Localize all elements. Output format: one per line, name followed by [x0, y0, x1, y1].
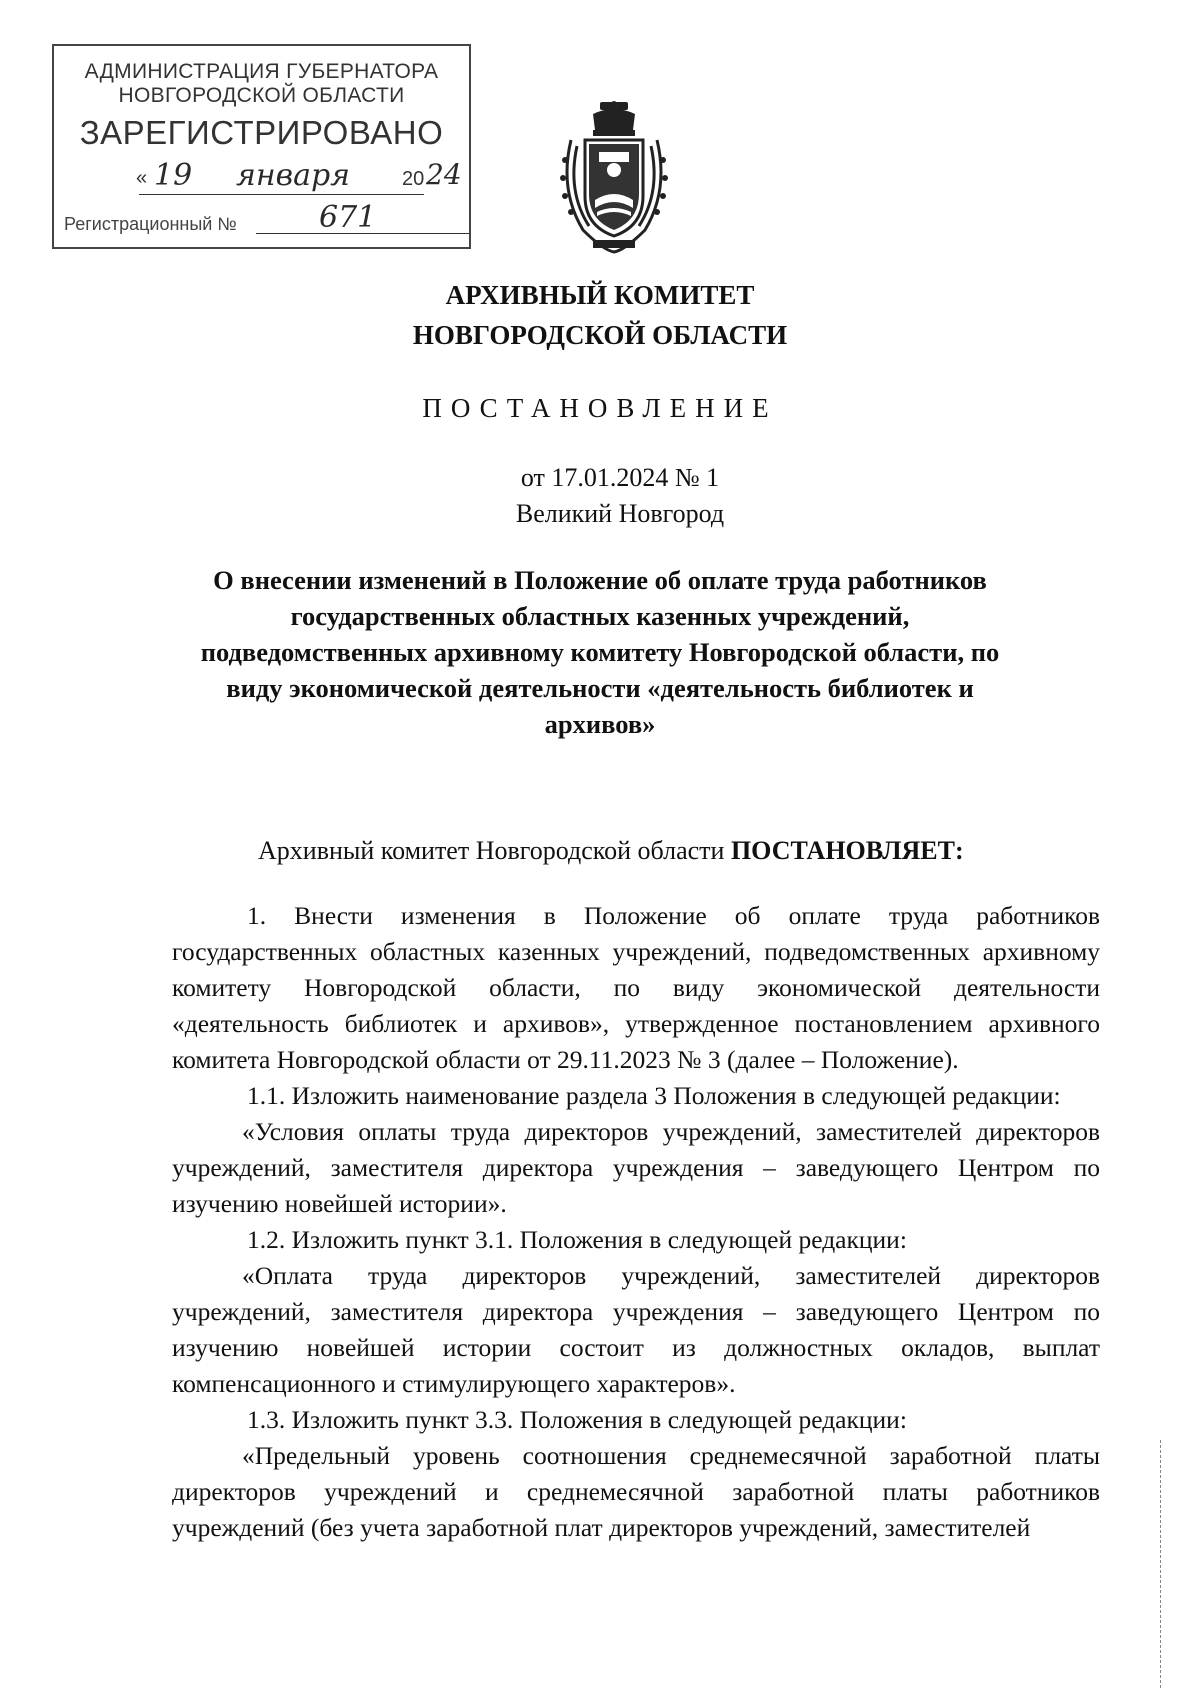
- quote-3: «Предельный уровень соотношения среднемесячной заработной платы директоров учреждений и среднемесячной заработной платы работников учреждений (без учета заработной плат директоров учреждений, заместителей: [172, 1441, 1100, 1542]
- document-type: ПОСТАНОВЛЕНИЕ: [422, 393, 778, 423]
- quote-1: «Условия оплаты труда директоров учреждений, заместителей директоров учреждений, заместителя директора учреждения – заведующего Центром по изучению новейшей истории».: [172, 1117, 1100, 1218]
- stamp-date-underline: [139, 194, 424, 195]
- paragraph-1-3: 1.3. Изложить пункт 3.3. Положения в следующей редакции:: [247, 1405, 907, 1434]
- stamp-authority-line1: АДМИНИСТРАЦИЯ ГУБЕРНАТОРА: [84, 60, 439, 83]
- stamp-reg-number: 671: [319, 200, 377, 235]
- subject-line: государственных областных казенных учреждений,: [290, 601, 910, 631]
- coat-of-arms-icon: [553, 100, 675, 260]
- document-subject: [0, 562, 1200, 742]
- stamp-year-prefix: 20: [402, 168, 425, 190]
- preamble-text: Архивный комитет Новгородской области: [258, 836, 731, 865]
- stamp-number-row: [64, 200, 469, 240]
- preamble-resolves: ПОСТАНОВЛЯЕТ:: [730, 836, 964, 865]
- document-date-number: от 17.01.2024 № 1: [520, 463, 720, 492]
- resolution-preamble: [258, 836, 964, 866]
- stamp-authority-line2: НОВГОРОДСКОЙ ОБЛАСТИ: [118, 84, 405, 107]
- stamp-date-day: 19: [154, 158, 193, 193]
- paragraph-1: 1. Внести изменения в Положение об оплате труда работников государственных областных казенных учреждений, подведомственных архивному комитету Новгородской области, по виду экономической деятельности «деятельность библиотек и архивов», утвержденное постановлением архивного комитета Новгородской области от 29.11.2023 № 3 (далее – Положение).: [172, 901, 1100, 1074]
- subject-line: подведомственных архивному комитету Новгородской области, по: [200, 637, 1000, 667]
- stamp-reg-number-label: Регистрационный №: [64, 214, 237, 234]
- organization-title-line1: АРХИВНЫЙ КОМИТЕТ: [445, 280, 755, 310]
- paragraph-1-2: 1.2. Изложить пункт 3.1. Положения в следующей редакции:: [247, 1225, 907, 1254]
- stamp-date-row: « 19 января 20 24: [136, 158, 462, 193]
- document-date-block: [0, 460, 1200, 532]
- subject-line: архивов»: [544, 709, 656, 739]
- document-body: [172, 898, 1100, 1546]
- quote-2: «Оплата труда директоров учреждений, заместителей директоров учреждений, заместителя директора учреждения – заведующего Центром по изучению новейшей истории состоит из должностных окладов, выплат компенсационного и стимулирующего характеров».: [172, 1261, 1100, 1398]
- organization-title-line2: НОВГОРОДСКОЙ ОБЛАСТИ: [412, 320, 788, 350]
- organization-title: [0, 275, 1200, 355]
- registration-stamp: [52, 44, 471, 249]
- stamp-registered-label: ЗАРЕГИСТРИРОВАНО: [79, 114, 444, 151]
- subject-line: О внесении изменений в Положение об оплате труда работников: [213, 565, 987, 595]
- stamp-year-suffix: 24: [426, 158, 462, 191]
- document-city: Великий Новгород: [515, 499, 725, 528]
- subject-line: виду экономической деятельности «деятельность библиотек и: [226, 673, 974, 703]
- paragraph-1-1: 1.1. Изложить наименование раздела 3 Положения в следующей редакции:: [247, 1081, 1061, 1110]
- scan-edge-mark: [1160, 1440, 1162, 1688]
- stamp-date-month: января: [236, 158, 351, 193]
